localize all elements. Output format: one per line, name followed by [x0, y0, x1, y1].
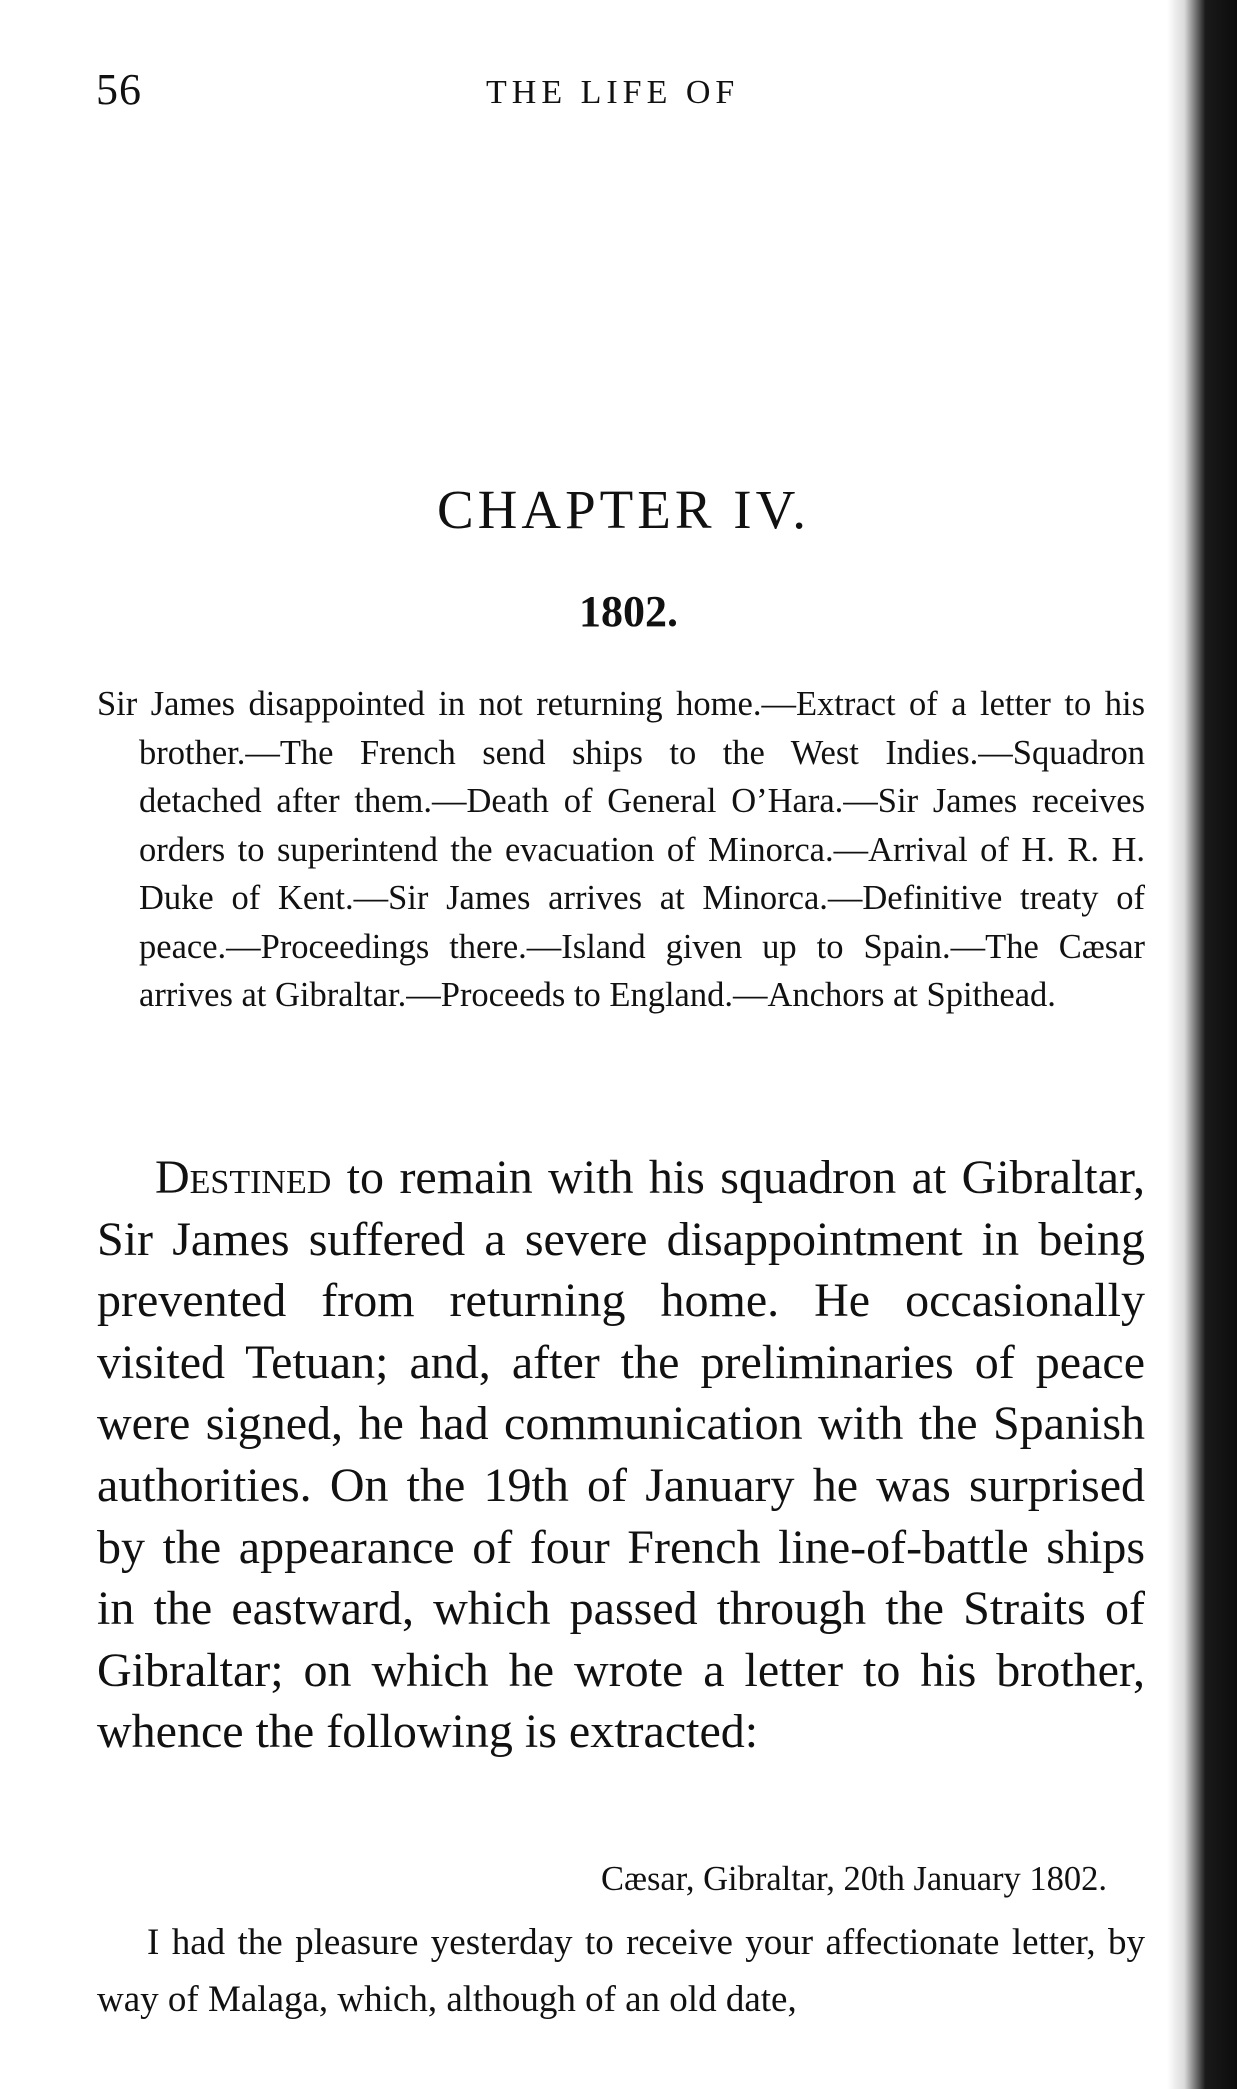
page-edge-shadow	[1167, 0, 1237, 2089]
letter-text: I had the pleasure yesterday to receive your affectionate letter, by way of Malaga, which, although of an old date,	[97, 1922, 1145, 2020]
chapter-heading: CHAPTER IV.	[436, 479, 811, 540]
running-head	[96, 64, 1148, 124]
lead-word: Destined	[155, 1151, 332, 1204]
letter-dateline: Cæsar, Gibraltar, 20th January 1802.	[600, 1860, 1107, 1898]
page-number: 56	[96, 65, 142, 114]
chapter-summary: Sir James disappointed in not returning home.—Extract of a letter to his brother.—The French send ships to the West Indies.—Squadron detached after them.—Death of General O’Hara.—Sir James receives orders to superintend the evacuation of Minorca.—Arrival of H. R. H. Duke of Kent.—Sir James arrives at Minorca.—Definitive treaty of peace.—Proceedings there.—Island given up to Spain.—The Cæsar arrives at Gibraltar.—Proceeds to England.—Anchors at Spithead.	[97, 685, 1145, 1014]
body-paragraph-text: to remain with his squadron at Gibraltar, Sir James suffered a severe disappointment in being prevented from returning home. He occasionally visited Tetuan; and, after the preliminaries of peace were signed, he had communication with the Spanish authorities. On the 19th of January he was surprised by the appearance of four French line-of-battle ships in the eastward, which passed through the Straits of Gibraltar; on which he wrote a letter to his brother, whence the following is extracted:	[97, 1151, 1145, 1759]
chapter-year: 1802.	[579, 587, 678, 636]
body-paragraph	[97, 1147, 1145, 1763]
running-title: THE LIFE OF	[486, 74, 740, 111]
